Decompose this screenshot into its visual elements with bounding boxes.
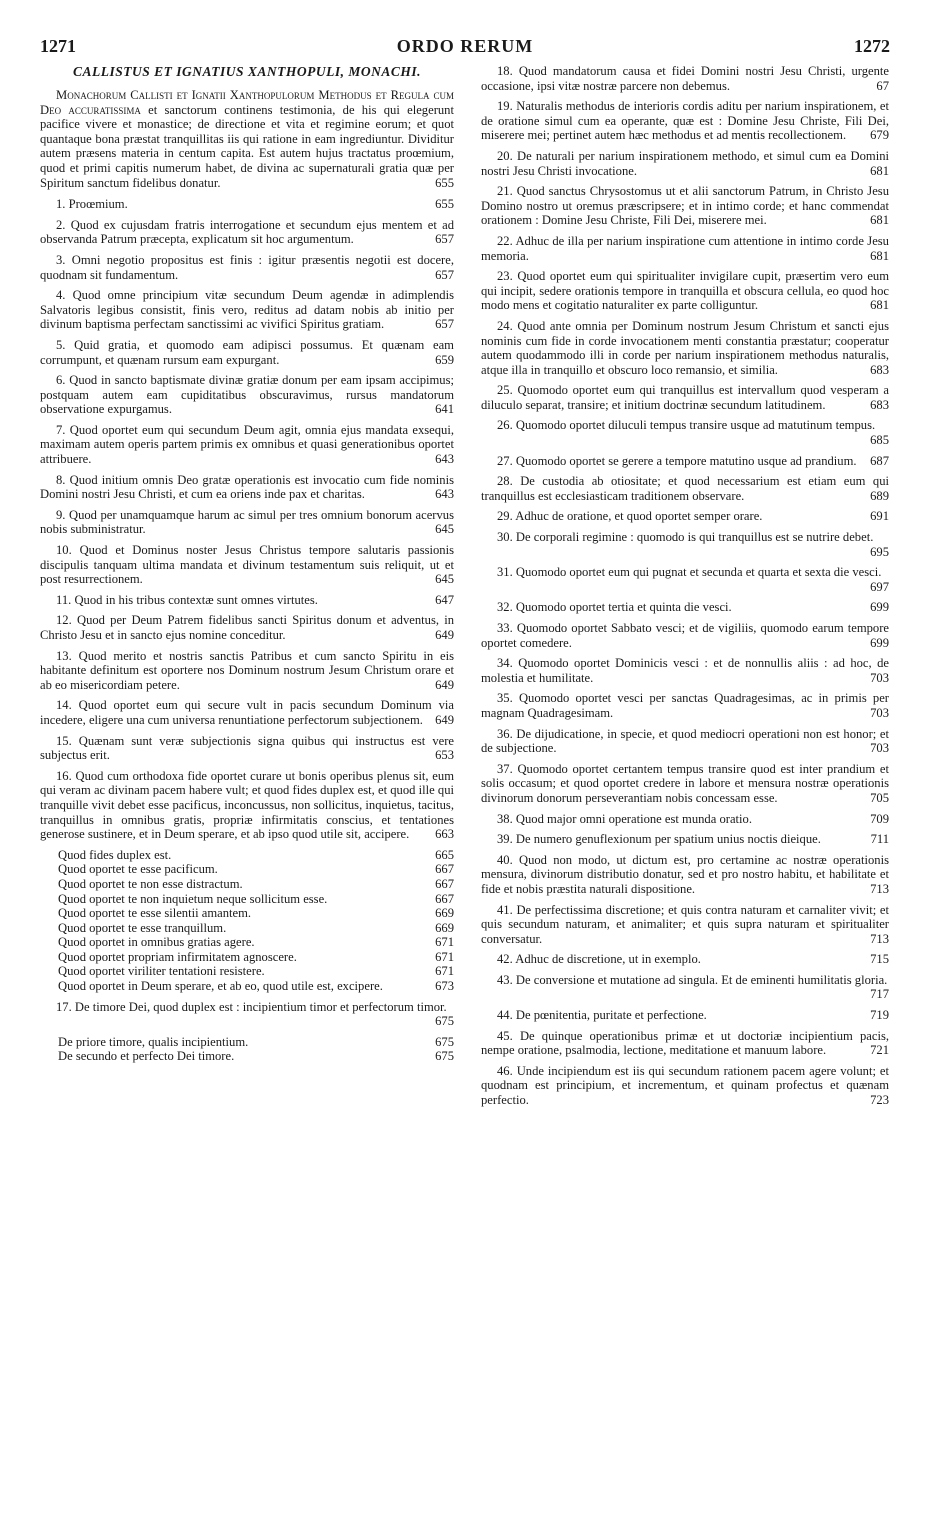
toc-entry [481, 973, 889, 1002]
entry-page: 719 [870, 1008, 889, 1023]
entry-number: 12. [56, 613, 72, 628]
intro-lead: Monachorum Callisti et Ignatii Xanthopulorum Methodus et Regula cum Deo accuratissima [40, 88, 454, 117]
sub-entry-page: 669 [435, 906, 454, 921]
entry-text: Quod ante omnia per Dominum nostrum Jesum Christum et sancti ejus nominis cum fide in corde invocationem menti constantia præstatur; cooperatur autem quodammodo illi in corde per narium inspirationem methodus naturalis, atque illa in tranquillo et obscuro loco remansio, et similia. [481, 318, 889, 377]
toc-entry [481, 853, 889, 897]
entry-number: 9. [56, 507, 66, 522]
toc-entry [481, 509, 889, 524]
toc-entry [481, 99, 889, 143]
toc-entry [481, 903, 889, 947]
entry-page: 647 [435, 592, 454, 607]
sub-entry-page: 671 [435, 949, 454, 964]
entry-text: Quomodo oportet diluculi tempus transire usque ad matutinum tempus. [515, 418, 876, 433]
sub-entry-list [40, 848, 454, 994]
entry-text: Quomodo oportet tertia et quinta die vesci. [515, 600, 732, 615]
entry-text: De quinque operationibus primæ et ut doctoriæ incipientium pacis, nempe oratione, psalmodia, lectione, meditatione et manuum labore. [481, 1028, 889, 1058]
entry-number: 8. [56, 472, 66, 487]
entry-text: Quomodo oportet certantem tempus transire quod est inter prandium et solis occasum; et quod oportet credere in labore et mensura nostræ operationis divinorum donorum perseverantiam nobis concessam esse. [481, 761, 889, 805]
entry-number: 27. [497, 453, 513, 468]
entry-page: 655 [435, 197, 454, 212]
entry-number: 20. [497, 148, 513, 163]
entry-number: 36. [497, 726, 513, 741]
sub-entry-page: 673 [435, 979, 454, 994]
entry-number: 5. [56, 337, 66, 352]
toc-entry [40, 423, 454, 467]
entry-text: Quod in his tribus contextæ sunt omnes virtutes. [74, 592, 318, 607]
entry-text: Naturalis methodus de interioris cordis aditu per narium inspirationem, et de oratione simul cum ea operante, quæ est : Domine Jesu Christe, Fili Dei, miserere mei; pertinet autem hæc methodus et ad mentis recollectionem. [481, 99, 890, 143]
entry-page: 687 [870, 453, 889, 468]
entry-page: 649 [435, 677, 454, 692]
toc-entry [40, 288, 454, 332]
entry-number: 33. [497, 621, 513, 635]
entry-text: Adhuc de oratione, et quod oportet semper orare. [515, 509, 763, 524]
toc-entry [40, 613, 454, 642]
entry-text: Quomodo oportet se gerere a tempore matutino usque ad prandium. [515, 453, 857, 468]
toc-entry [481, 383, 889, 412]
entry-page: 657 [435, 317, 454, 332]
sub-entry [40, 862, 454, 877]
section-title: CALLISTUS ET IGNATIUS XANTHOPULI, MONACHI. [72, 64, 422, 79]
entry-page: 685 [870, 433, 889, 448]
entry-text: Quod oportet eum qui spiritualiter invigilare cupit, præsertim vero eum qui incipit, sedere orationis tempore in tranquilla et obscura cellula, eo quod hoc modo mens et cogitatio naturaliter ex parte colliguntur. [481, 269, 889, 313]
entry-number: 44. [497, 1008, 513, 1023]
entry-text: Quod oportet eum qui secure vult in pacis secundum Dominum via incedere, eligere una cum universa renuntiatione perfectorum subjectionem. [40, 698, 454, 727]
entry-number: 26. [497, 418, 513, 433]
sub-entry [40, 935, 454, 950]
toc-entry [40, 197, 454, 212]
entry-text: Adhuc de illa per narium inspiratione cum attentione in intimo corde Jesu memoria. [481, 233, 889, 263]
entry-text: Quomodo oportet eum qui tranquillus est intervallum quod vesperam a diluculo separat, transire; et initium doctrinæ secundum latitudinem. [481, 383, 889, 412]
entry-number: 10. [56, 543, 72, 558]
entry-page: 703 [870, 705, 889, 720]
entry-number: 29. [497, 509, 513, 524]
toc-entry [481, 234, 889, 263]
sub-entry [40, 877, 454, 892]
entry-text: De pœnitentia, puritate et perfectione. [515, 1008, 707, 1023]
entry-page: 703 [870, 670, 889, 685]
toc-entry [40, 253, 454, 282]
toc-entry [481, 691, 889, 720]
toc-entry [481, 1008, 889, 1023]
toc-entry [481, 656, 889, 685]
sub-entry-page: 667 [435, 891, 454, 906]
sub-entry-text: De priore timore, qualis incipientium. [58, 1034, 249, 1049]
toc-entry [481, 418, 889, 447]
entry-number: 28. [497, 474, 513, 489]
toc-entry [481, 269, 889, 313]
entry-number: 25. [497, 383, 513, 398]
entry-number: 22. [497, 233, 513, 248]
toc-entry [40, 698, 454, 727]
entry-number: 19. [497, 99, 513, 114]
entry-number: 16. [56, 768, 72, 783]
sub-entry-page: 675 [435, 1049, 454, 1064]
toc-entry [481, 727, 889, 756]
toc-entry [481, 600, 889, 615]
sub-entry-text: Quod oportet te non esse distractum. [58, 876, 243, 891]
sub-entry [40, 1049, 454, 1064]
entry-page: 679 [870, 128, 889, 143]
entry-text: De conversione et mutatione ad singula. Et de eminenti humilitatis gloria. [515, 972, 888, 987]
entry-text: Quod major omni operatione est munda oratio. [515, 811, 752, 826]
entry-text: De corporali regimine : quomodo is qui tranquillus est se nutrire debet. [515, 530, 874, 545]
entry-number: 15. [56, 733, 72, 748]
sub-entry-page: 665 [435, 847, 454, 862]
entry-number: 13. [56, 648, 72, 663]
sub-entry-page: 671 [435, 935, 454, 950]
entry-number: 35. [497, 691, 513, 706]
toc-entry [40, 1000, 454, 1029]
entry-number: 1. [56, 197, 66, 212]
entry-page: 683 [870, 397, 889, 412]
toc-entry [40, 508, 454, 537]
entry-number: 4. [56, 288, 66, 303]
page-number-left: 1271 [40, 36, 76, 56]
sub-entry-page: 675 [435, 1034, 454, 1049]
entry-number: 24. [497, 318, 513, 333]
section-intro [40, 88, 454, 190]
toc-entry [40, 543, 454, 587]
entry-number: 45. [497, 1028, 513, 1043]
entry-text: Quod initium omnis Deo gratæ operationis est invocatio cum fide nominis Domini nostri Jesu Christi, et cum ea oriens inde pax et charitas. [40, 472, 455, 502]
entry-number: 37. [497, 761, 513, 776]
entry-page: 713 [870, 931, 889, 946]
entry-text: Quod omne principium vitæ secundum Deum agendæ in adimplendis Salvatoris legibus consistit, finis vero, reditus ad datam nobis ab initio per divinum baptisma perfectam sanctissimi ac vivifici Spiritus gratiam. [40, 288, 454, 332]
toc-entry [40, 769, 454, 842]
entry-page: 715 [870, 952, 889, 967]
sub-entry [40, 921, 454, 936]
toc-entry [481, 149, 889, 178]
toc-entry [481, 832, 889, 847]
entry-page: 649 [435, 628, 454, 642]
sub-entry-text: Quod oportet te esse tranquillum. [58, 920, 227, 935]
sub-entry [40, 906, 454, 921]
sub-entry [40, 979, 454, 994]
toc-entry [40, 649, 454, 693]
entry-page: 709 [870, 811, 889, 826]
entry-text: Quod per Deum Patrem fidelibus sancti Spiritus donum et adventus, in Christo Jesu et in sancto ejus nomine conceditur. [40, 613, 454, 642]
entry-number: 14. [56, 698, 72, 713]
toc-entry [481, 812, 889, 827]
entry-page: 675 [435, 1014, 454, 1029]
entry-number: 21. [497, 184, 513, 199]
toc-entry [40, 593, 454, 608]
page-number-right: 1272 [854, 36, 890, 56]
toc-entry [481, 1064, 889, 1108]
page-header [40, 36, 890, 62]
entry-page: 643 [435, 452, 454, 467]
entry-page: 649 [435, 712, 454, 727]
entry-text: De numero genuflexionum per spatium unius noctis dieique. [515, 832, 821, 847]
entry-text: Quod oportet eum qui secundum Deum agit, omnia ejus mandata exsequi, maximam autem operis partem primis ex omnibus et quasi generationibus oportet attribuere. [40, 422, 454, 467]
entry-text: Quod merito et nostris sanctis Patribus et cum sancto Spiritu in eis habitante definitum est oportere nos Dominum nostrum Jesum Christum orare et ab eo misericordiam petere. [40, 648, 454, 692]
entry-page: 645 [435, 522, 454, 537]
sub-entry-list [40, 1035, 454, 1064]
entry-number: 38. [497, 811, 513, 826]
entry-page: 681 [870, 163, 889, 178]
entry-text: De dijudicatione, in specie, et quod mediocri operationi non est honor; et de subjectione. [481, 726, 889, 756]
entry-number: 2. [56, 217, 66, 232]
toc-entry [481, 184, 889, 228]
entry-number: 30. [497, 530, 513, 545]
toc-entry [40, 473, 454, 502]
entry-page: 691 [870, 509, 889, 524]
sub-entry-page: 671 [435, 964, 454, 979]
entry-page: 711 [870, 832, 889, 847]
intro-text: et sanctorum continens testimonia, de his qui elegerunt pacifice vivere et monastice; de directione et vita et regimine eorum; et quot quantaque bona præstat tranquillitas iis qui ratione in eam ingrediuntur. Dividitur autem præsens materia in centum capita. Est autem hujus tractatus proœmium, quod et primi capitis numerum habet, de divina ac supernaturali gratia quæ per Spiritum sanctum fidelibus donatur. [40, 102, 454, 190]
entry-text: Unde incipiendum est iis qui secundum rationem pacem agere volunt; et quodnam est principium, et incrementum, et quinam profectus et quænam perfectio. [481, 1063, 889, 1108]
entry-page: 723 [870, 1093, 889, 1108]
entry-text: Quod sanctus Chrysostomus ut et alii sanctorum Patrum, in Christo Jesu Domino nostro ut oremus præscripsere; et in intimo corde; et hanc commendat orationem : Domine Jesu Christe, Fili Dei, miserere mei. [481, 184, 889, 228]
toc-entry [481, 762, 889, 806]
right-entries [481, 64, 889, 1108]
sub-entry-text: Quod oportet in omnibus gratias agere. [58, 935, 255, 950]
sub-entry-text: Quod oportet in Deum sperare, et ab eo, quod utile est, excipere. [58, 979, 383, 994]
sub-entry-text: Quod fides duplex est. [58, 847, 172, 862]
entry-number: 23. [497, 269, 513, 284]
running-title: ORDO RERUM [396, 36, 534, 56]
entry-text: Omni negotio propositus est finis : igitur præsentis negotii est docere, quodnam sit fundamentum. [40, 252, 454, 282]
entry-number: 46. [497, 1063, 513, 1078]
toc-entry [481, 565, 889, 594]
toc-entry [40, 338, 454, 367]
entry-page: 683 [870, 362, 889, 377]
entry-page: 659 [435, 352, 454, 367]
left-entries [40, 197, 454, 842]
entry-text: Quod ex cujusdam fratris interrogatione et secundum ejus mentem et ad observanda Patrum præcepta, explicatum sit hoc argumentum. [40, 217, 454, 247]
entry-page: 643 [435, 487, 454, 502]
entry-text: Quod non modo, ut dictum est, pro certamine ac nostræ operationis mensura, divinorum distributio donatur, sed et pro nostro habitu, et habilitate et fide et nobis præstita naturali dispositione. [481, 852, 889, 896]
entry-text: De naturali per narium inspirationem methodo, et simul cum ea Domini nostri Jesu Christi invocatione. [481, 148, 889, 178]
entry-text: Quod et Dominus noster Jesus Christus tempore salutaris passionis discipulis tanquam ultima mandata et divinum testamentum suis reliquit, ut et post resurrectionem. [40, 543, 454, 587]
toc-entry [481, 952, 889, 967]
sub-entry [40, 1035, 454, 1050]
left-column [40, 64, 454, 1070]
toc-entry [481, 474, 889, 503]
entry-number: 17. [56, 999, 72, 1014]
entry-number: 41. [497, 902, 513, 917]
entry-number: 34. [497, 656, 513, 671]
entry-text: Quid gratia, et quomodo eam adipisci possumus. Et quænam eam corrumpunt, et quænam rursum eam expurgant. [40, 337, 454, 367]
entry-page: 653 [435, 748, 454, 763]
sub-entry-text: De secundo et perfecto Dei timore. [58, 1049, 235, 1064]
entry-page: 717 [870, 987, 889, 1002]
entry-page: 689 [870, 488, 889, 503]
entry-text: De custodia ab otiositate; et quod necessarium est etiam eum qui tranquillus est ecclesiasticam traditionem observare. [481, 474, 889, 503]
toc-entry [481, 621, 889, 650]
sub-entry [40, 950, 454, 965]
entry-text: Quod per unamquamque harum ac simul per tres omnium bonorum acervus nobis subministratur. [40, 507, 454, 537]
entry-page: 657 [435, 267, 454, 282]
entry-text: Quod in sancto baptismate divinæ gratiæ donum per eam ipsam accipimus; postquam autem eam cupiditatibus obscuravimus, rursus mandatorum observatione expurgamus. [40, 373, 454, 417]
entry-text: Quomodo oportet vesci per sanctas Quadragesimas, ac in primis per magnam Quadragesimam. [481, 691, 889, 720]
entry-page: 721 [870, 1043, 889, 1058]
entry-number: 3. [56, 252, 66, 267]
sub-entry-text: Quod oportet propriam infirmitatem agnoscere. [58, 949, 297, 964]
entry-page: 681 [870, 298, 889, 313]
entry-text: Quomodo oportet eum qui pugnat et secunda et quarta et sexta die vesci. [515, 565, 882, 580]
sub-entry-page: 667 [435, 876, 454, 891]
entry-page: 695 [870, 544, 889, 559]
entry-number: 43. [497, 972, 513, 987]
intro-page: 655 [435, 175, 454, 190]
entry-number: 42. [497, 952, 513, 967]
entry-text: Quænam sunt veræ subjectionis signa quibus qui instructus est vere subjectus erit. [40, 733, 454, 763]
sub-entry [40, 964, 454, 979]
toc-entry [481, 530, 889, 559]
toc-entry [40, 373, 454, 417]
entry-number: 32. [497, 600, 513, 615]
sub-entry-text: Quod oportet viriliter tentationi resistere. [58, 964, 265, 979]
entry-page: 645 [435, 572, 454, 587]
entry-text: De timore Dei, quod duplex est : incipientium timor et perfectorum timor. [74, 999, 447, 1014]
entry-number: 18. [497, 64, 513, 78]
entry-text: Adhuc de discretione, ut in exemplo. [515, 952, 701, 967]
entry-page: 697 [870, 579, 889, 594]
sub-entry [40, 892, 454, 907]
entry-number: 11. [56, 592, 72, 607]
entry-page: 663 [435, 827, 454, 842]
entry-page: 699 [870, 635, 889, 650]
entry-text: Quomodo oportet Dominicis vesci : et de nonnullis aliis : ad hoc, de molestia et humilitate. [481, 656, 890, 685]
entry-text: Quomodo oportet Sabbato vesci; et de vigiliis, quomodo earum tempore oportet comedere. [481, 621, 890, 650]
sub-entry-page: 669 [435, 920, 454, 935]
sub-entry [40, 848, 454, 863]
entry-page: 699 [870, 600, 889, 615]
entry-page: 681 [870, 248, 889, 263]
entry-number: 7. [56, 422, 66, 437]
entry-number: 40. [497, 852, 513, 867]
entry-number: 31. [497, 565, 513, 580]
entry-text: Quod cum orthodoxa fide oportet curare ut bonis operibus plenus sit, eum qui veram ac divinam pacem habere vult; et quod fides duplex est, et quod ille qui tranquille vivit debet esse pacificus, inconcussus, non sollicitus, inquietus, tacitus, tranquillus in omnibus gratis, propriæ infirmitatis conscius, et tentationes generose sustinere, et in Deum sperare, et ab ipso quod utile sit, accipere. [40, 768, 454, 842]
entry-page: 705 [870, 790, 889, 805]
sub-entry-text: Quod oportet te esse pacificum. [58, 862, 218, 877]
entry-page: 67 [876, 78, 889, 93]
entry-number: 39. [497, 832, 513, 847]
toc-entry [40, 218, 454, 247]
entry-text: Proœmium. [68, 197, 128, 212]
entry-page: 703 [870, 741, 889, 756]
toc-entry [481, 454, 889, 469]
toc-entry [481, 64, 889, 93]
entry-page: 657 [435, 232, 454, 247]
entry-page: 713 [870, 881, 889, 896]
entry-text: Quod mandatorum causa et fidei Domini nostri Jesu Christi, urgente occasione, ipsi vitæ nostræ parcere non debemus. [481, 64, 890, 93]
entry-text: De perfectissima discretione; et quis contra naturam et carnaliter vivit; et quis secundum naturam, et animaliter; et quis supra naturam et spiritualiter conversatur. [481, 902, 889, 946]
toc-entry [481, 319, 889, 377]
sub-entry-text: Quod oportet te esse silentii amantem. [58, 906, 252, 921]
sub-entry-page: 667 [435, 862, 454, 877]
sub-entry-text: Quod oportet te non inquietum neque sollicitum esse. [58, 891, 328, 906]
right-column [481, 64, 889, 1114]
entry-number: 6. [56, 373, 66, 388]
toc-entry [40, 734, 454, 763]
toc-entry [481, 1029, 889, 1058]
entry-page: 641 [435, 402, 454, 417]
entry-page: 681 [870, 213, 889, 228]
